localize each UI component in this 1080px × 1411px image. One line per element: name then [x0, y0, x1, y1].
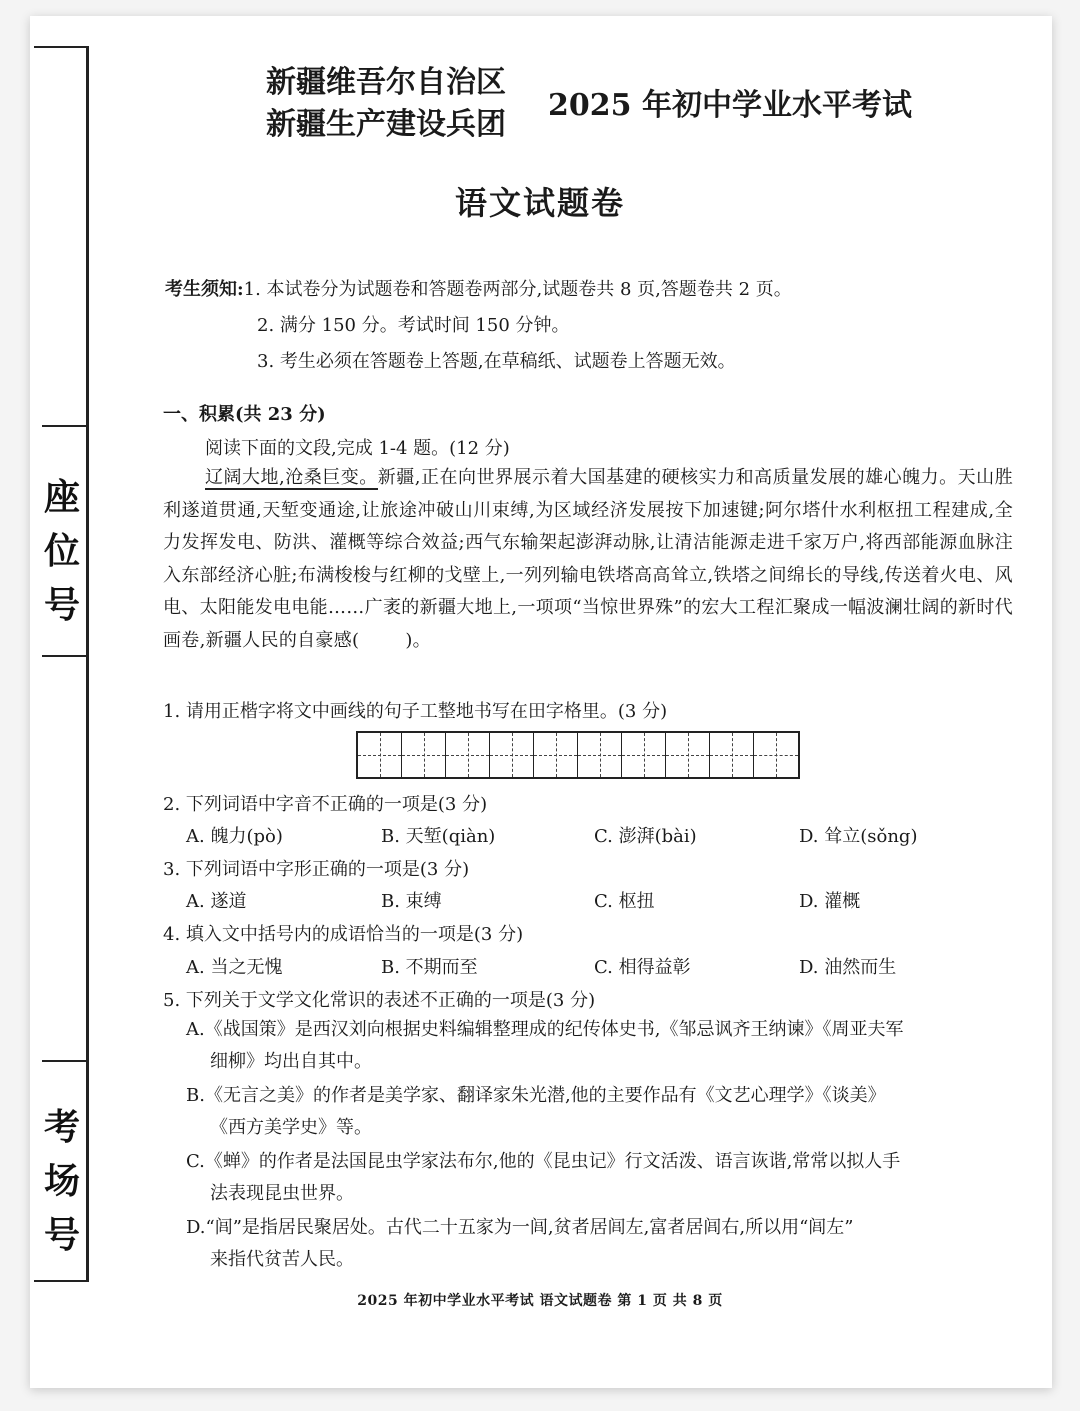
option-a[interactable] [186, 1014, 1016, 1078]
margin-label-char: 场 [43, 1160, 80, 1202]
option-c[interactable] [186, 1146, 1016, 1210]
reading-passage [163, 462, 1013, 657]
notice-item: 3. 考生必须在答题卷上答题,在草稿纸、试题卷上答题无效。 [257, 351, 736, 372]
issuer-line-1: 新疆维吾尔自治区 [266, 65, 506, 100]
option-a[interactable]: A. 当之无愧 [186, 957, 283, 978]
notice-item: 2. 满分 150 分。考试时间 150 分钟。 [257, 315, 570, 336]
room-number-label [42, 1100, 82, 1262]
option-line: 《西方美学史》等。 [210, 1117, 372, 1138]
option-b[interactable] [186, 1080, 1016, 1144]
option-b[interactable]: B. 不期而至 [381, 957, 478, 978]
option-line: 来指代贫苦人民。 [210, 1249, 354, 1270]
candidate-notice [165, 272, 792, 380]
option-line: 细柳》均出自其中。 [210, 1051, 372, 1072]
margin-divider [42, 1060, 86, 1062]
option-b[interactable]: B. 束缚 [381, 891, 442, 912]
option-c[interactable]: C. 枢扭 [594, 891, 655, 912]
question-2: 2. 下列词语中字音不正确的一项是(3 分) [163, 794, 488, 815]
tianzige-cell[interactable] [490, 733, 534, 777]
question-4: 4. 填入文中括号内的成语恰当的一项是(3 分) [163, 924, 524, 945]
tianzige-cell[interactable] [622, 733, 666, 777]
option-line: A.《战国策》是西汉刘向根据史料编辑整理成的纪传体史书,《邹忌讽齐王纳谏》《周亚夫军 [186, 1019, 904, 1040]
exam-name: 2025 年初中学业水平考试 [548, 88, 912, 123]
option-d[interactable]: D. 耸立(sǒng) [799, 826, 918, 847]
issuer-block [266, 62, 506, 146]
tianzige-grid[interactable] [356, 731, 800, 779]
option-c[interactable]: C. 相得益彰 [594, 957, 691, 978]
margin-divider [42, 655, 86, 657]
passage-body: 新疆,正在向世界展示着大国基建的硬核实力和高质量发展的雄心魄力。天山胜利遂道贯通,天堑变通途,让旅途冲破山川束缚,为区域经济发展按下加速键;阿尔塔什水利枢扭工程建成,全力发挥发电、防洪、灌概等综合效益;西气东输架起澎湃动脉,让清洁能源走进千家万户,将西部能源血脉注入东部经济心脏;布满梭梭与红柳的戈壁上,一列列输电铁塔高高耸立,铁塔之间绵长的导线,传送着火电、风电、太阳能发电电能……广袤的新疆大地上,一项项“当惊世界殊”的宏大工程汇聚成一幅波澜壮阔的新时代画卷,新疆人民的自豪感( [163, 467, 1013, 651]
tianzige-cell[interactable] [534, 733, 578, 777]
tianzige-cell[interactable] [710, 733, 754, 777]
option-d[interactable]: D. 灌概 [799, 891, 861, 912]
margin-divider [42, 425, 86, 427]
question-5: 5. 下列关于文学文化常识的表述不正确的一项是(3 分) [163, 990, 596, 1011]
paper-title: 语文试题卷 [454, 184, 625, 222]
tianzige-cell[interactable] [446, 733, 490, 777]
passage-end: )。 [405, 629, 431, 651]
tianzige-cell[interactable] [666, 733, 710, 777]
tianzige-cell[interactable] [402, 733, 446, 777]
binding-margin [34, 46, 89, 1282]
question-1: 1. 请用正楷字将文中画线的句子工整地书写在田字格里。(3 分) [163, 701, 668, 722]
seat-number-label [42, 470, 82, 632]
margin-label-char: 考 [43, 1106, 80, 1148]
question-3: 3. 下列词语中字形正确的一项是(3 分) [163, 859, 470, 880]
margin-label-char: 座 [43, 476, 80, 518]
option-d[interactable] [186, 1212, 1016, 1276]
option-line: C.《蝉》的作者是法国昆虫学家法布尔,他的《昆虫记》行文活泼、语言诙谐,常常以拟人手 [186, 1151, 901, 1172]
issuer-line-2: 新疆生产建设兵团 [266, 107, 506, 142]
margin-label-char: 位 [43, 530, 80, 572]
option-line: 法表现昆虫世界。 [210, 1183, 354, 1204]
section-heading: 一、积累(共 23 分) [163, 404, 326, 425]
option-line: B.《无言之美》的作者是美学家、翻译家朱光潜,他的主要作品有《文艺心理学》《谈美》 [186, 1085, 886, 1106]
tianzige-cell[interactable] [578, 733, 622, 777]
notice-label: 考生须知: [165, 279, 244, 300]
option-c[interactable]: C. 澎湃(bài) [594, 826, 697, 847]
tianzige-cell[interactable] [358, 733, 402, 777]
option-a[interactable]: A. 魄力(pò) [186, 826, 283, 847]
margin-label-char: 号 [43, 1214, 80, 1256]
option-line: D.“闾”是指居民聚居处。古代二十五家为一闾,贫者居闾左,富者居闾右,所以用“闾左” [186, 1217, 854, 1238]
option-d[interactable]: D. 油然而生 [799, 957, 897, 978]
passage-intro: 阅读下面的文段,完成 1-4 题。(12 分) [205, 438, 510, 459]
notice-item: 1. 本试卷分为试题卷和答题卷两部分,试题卷共 8 页,答题卷共 2 页。 [243, 279, 792, 300]
margin-label-char: 号 [43, 584, 80, 626]
page-footer: 2025 年初中学业水平考试 语文试题卷 第 1 页 共 8 页 [357, 1293, 723, 1309]
option-a[interactable]: A. 遂道 [186, 891, 247, 912]
tianzige-cell[interactable] [754, 733, 798, 777]
underlined-sentence: 辽阔大地,沧桑巨变。 [205, 467, 378, 488]
option-b[interactable]: B. 天堑(qiàn) [381, 826, 496, 847]
